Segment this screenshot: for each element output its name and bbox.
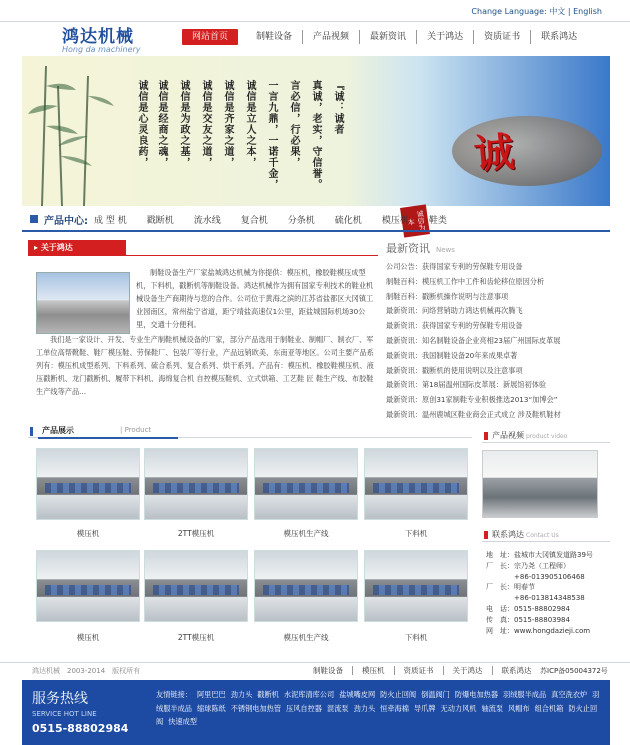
- news-item[interactable]: 最新资讯：原创31家制鞋专业积极推选2013“加博会”: [386, 395, 558, 405]
- section-marker-icon: [30, 427, 33, 436]
- contact-row: [486, 593, 614, 604]
- friend-link[interactable]: 压风自控器: [286, 703, 322, 713]
- contact-value: 盐城市大冈镇发道路39号: [514, 551, 593, 559]
- footer-nav-link[interactable]: 关于鸿达: [444, 666, 493, 675]
- friend-link[interactable]: 导爪牌: [413, 703, 436, 713]
- contact-label: [486, 593, 514, 604]
- poem-line-10: 『诚：诚者: [332, 80, 343, 135]
- product-image[interactable]: [254, 550, 358, 622]
- product-show-en-text: Product: [124, 426, 152, 434]
- friend-link[interactable]: 不锈钢电加热管: [230, 703, 282, 713]
- site-logo[interactable]: [62, 22, 172, 54]
- copyright: 鸿达机械 2003-2014 版权所有: [32, 667, 141, 675]
- lang-separator: |: [567, 7, 571, 16]
- product-caption[interactable]: 下料机: [404, 633, 428, 642]
- product-image[interactable]: [364, 550, 468, 622]
- main-nav: [182, 30, 587, 44]
- product-video-header: [482, 429, 610, 443]
- section-marker-icon: [484, 531, 488, 539]
- nav-latest-news[interactable]: 最新资讯: [360, 30, 417, 44]
- friend-link[interactable]: 风帽布: [508, 703, 530, 713]
- poem-line-6: 诚信是立人之本，: [244, 80, 255, 168]
- friend-link[interactable]: 羽绒服半成品: [503, 690, 547, 699]
- footer-nav-link[interactable]: 资质证书: [395, 666, 444, 675]
- news-item[interactable]: 最新资讯：获得国家专利的劳保鞋专用设备: [386, 321, 523, 331]
- contact-value: +86-013814348538: [514, 594, 585, 603]
- news-item[interactable]: 最新资讯：戳断机的使用说明以及注意事项: [386, 365, 523, 375]
- logo-english: Hong da machinery: [62, 45, 141, 54]
- friend-link[interactable]: 缩球陈纸: [196, 703, 226, 713]
- video-title: [492, 430, 567, 441]
- news-item[interactable]: 制鞋百科：模压机工作中工件和齿轮移位原因分析: [386, 276, 545, 286]
- change-language-label: Change Language:: [471, 7, 547, 16]
- contact-value: 0515-88803984: [514, 615, 570, 624]
- bamboo-illustration: [22, 56, 172, 206]
- friend-link[interactable]: 劲力头: [353, 703, 376, 713]
- contact-label: 地 址：: [486, 551, 514, 559]
- product-caption[interactable]: 模压机: [76, 633, 100, 642]
- product-category-link[interactable]: 流水线: [193, 215, 221, 226]
- product-category-link[interactable]: 硫化机: [334, 215, 362, 226]
- footer-nav-link[interactable]: 制鞋设备: [304, 666, 353, 675]
- top-bar: [0, 0, 630, 22]
- video-title-en: product video: [526, 433, 568, 440]
- contact-website-link[interactable]: www.hongdazieji.com: [514, 626, 591, 635]
- square-bullet-icon: [30, 215, 38, 223]
- footer-nav-link[interactable]: 模压机: [353, 666, 395, 675]
- product-caption[interactable]: 2TT模压机: [177, 633, 215, 642]
- news-item[interactable]: 制鞋百科：戳断机操作说明与注意事项: [386, 291, 509, 301]
- contact-row: [486, 615, 614, 626]
- friend-link[interactable]: 防火止回阀: [380, 690, 417, 699]
- product-show-separator: |: [120, 426, 123, 434]
- contact-label: 网 址：: [486, 626, 514, 635]
- red-seal: 诚信为本: [400, 204, 430, 237]
- poem-line-7: 一言九鼎，一诺千金，: [266, 80, 277, 190]
- contact-title-en: Contact Us: [526, 532, 559, 539]
- product-show-title-en: [120, 426, 151, 434]
- footer-link-bar: [0, 662, 630, 678]
- poem-line-3: 诚信是为政之基，: [178, 80, 189, 168]
- product-center-title: 产品中心:: [44, 215, 88, 227]
- friend-links-label: 友情链接：: [156, 690, 192, 699]
- contact-row: [486, 604, 614, 615]
- news-title-en: News: [436, 246, 455, 254]
- contact-value: 0515-88802984: [514, 604, 570, 613]
- poem-line-1: 诚信是心灵良药，: [136, 80, 147, 168]
- friend-link[interactable]: 快速成型: [168, 717, 197, 726]
- about-text: [36, 266, 376, 398]
- contact-row: [486, 550, 614, 561]
- friend-link[interactable]: 恒牵海棉: [380, 703, 409, 713]
- friend-link[interactable]: 戳断机: [257, 690, 279, 699]
- contact-title-text: 联系鸿达: [492, 530, 524, 539]
- contact-info: [486, 550, 614, 636]
- nav-contact[interactable]: 联系鸿达: [541, 32, 578, 42]
- friend-link[interactable]: 防爆电加热器: [454, 690, 499, 699]
- hotline-title: 服务热线: [32, 691, 88, 707]
- friend-link[interactable]: 劲力头: [230, 690, 253, 699]
- poem-line-4: 诚信是交友之道，: [200, 80, 211, 168]
- poem-line-2: 诚信是经商之魂，: [156, 80, 167, 168]
- product-caption[interactable]: 下料机: [404, 529, 428, 538]
- friend-link[interactable]: 倒温阀门: [421, 690, 450, 699]
- product-category-link[interactable]: 成 型 机: [94, 215, 127, 226]
- poem-line-5: 诚信是齐家之道，: [222, 80, 233, 168]
- hotline-title-en: SERVICE HOT LINE: [32, 710, 97, 718]
- language-switcher: [471, 6, 602, 17]
- contact-row: [486, 626, 614, 637]
- news-item[interactable]: 最新资讯：我国制鞋设备20年来成果卓著: [386, 350, 518, 360]
- friend-link[interactable]: 无动力风机: [440, 703, 477, 713]
- friend-link[interactable]: 盐城嘴皮网: [339, 690, 376, 699]
- product-video-thumbnail[interactable]: [482, 450, 598, 518]
- news-item[interactable]: 最新资讯：第18届温州国际皮革展：新展馆初体验: [386, 380, 547, 390]
- product-category-link[interactable]: 鞋类: [428, 215, 447, 226]
- lang-english-link[interactable]: English: [573, 7, 602, 16]
- contact-row: [486, 561, 614, 572]
- contact-row: [486, 582, 614, 593]
- product-image[interactable]: [144, 448, 248, 520]
- banner-big-character: 诚: [472, 128, 517, 179]
- friend-link[interactable]: 混流泵: [327, 703, 349, 713]
- about-section-header: [28, 240, 378, 256]
- contact-value: 宗乃尧（工程师）: [514, 561, 570, 570]
- friend-links: [156, 688, 606, 729]
- contact-title: [492, 529, 559, 540]
- news-item[interactable]: 最新资讯：知名制鞋设备企业亮相23届广州国际皮革展: [386, 335, 561, 345]
- poem-line-8: 言必信，行必果，: [288, 80, 299, 168]
- nav-certificates[interactable]: 资质证书: [474, 30, 531, 44]
- friend-link[interactable]: 阿里巴巴: [196, 690, 226, 699]
- product-category-link[interactable]: 模压机: [381, 215, 409, 226]
- news-item[interactable]: 公司公告：获得国家专利的劳保鞋专用设备: [386, 262, 523, 271]
- contact-label: 厂 长：: [486, 561, 514, 570]
- poem-line-9: 真诚，老实，守信誉。: [310, 80, 321, 190]
- nav-about[interactable]: 关于鸿达: [417, 30, 474, 44]
- about-paragraph-1: 制鞋设备生产厂家盐城鸿达机械为你提供：模压机，橡胶鞋模压成型机，下料机，戳断机等制鞋设备。鸿达机械作为拥有国家专利技术的鞋业机械设备生产商期待与您的合作。公司位于黄海之滨的江苏省盐都区大冈镇工业园南区，常州盐宁省道，距宁靖盐高速仅1公里，距盐城国际机场30公里，交通十分便利。: [136, 268, 374, 329]
- logo-chinese: 鸿达机械: [62, 27, 134, 47]
- video-title-text: 产品视频: [492, 431, 524, 440]
- section-marker-icon: [484, 432, 488, 440]
- news-section-header: [386, 240, 455, 256]
- product-image[interactable]: [254, 448, 358, 520]
- product-image[interactable]: [144, 550, 248, 622]
- icp-license[interactable]: 苏ICP备05004372号: [540, 667, 608, 675]
- friend-link[interactable]: 羽绒服半成品: [156, 690, 600, 713]
- product-caption[interactable]: 2TT模压机: [177, 529, 215, 538]
- contact-value: 明春节: [514, 583, 535, 592]
- nav-product-video[interactable]: 产品视频: [303, 30, 360, 44]
- product-caption[interactable]: 模压机: [76, 529, 100, 538]
- friend-link[interactable]: 真空洗衣炉: [551, 690, 588, 699]
- footer-nav-link[interactable]: 联系鸿达: [501, 666, 532, 675]
- section-underline: [38, 437, 178, 439]
- nav-home[interactable]: 网站首页: [182, 29, 238, 45]
- lang-chinese-link[interactable]: 中文: [549, 7, 566, 16]
- contact-label: [486, 572, 514, 583]
- product-category-link[interactable]: 分条机: [287, 215, 315, 226]
- about-title[interactable]: ▸ 关于鸿达: [28, 240, 126, 255]
- news-list: [386, 260, 610, 423]
- footer-hotline-panel: [22, 680, 610, 745]
- friend-link[interactable]: 防火止回阀: [156, 703, 598, 726]
- news-item[interactable]: 最新资讯：问络营销助力鸿达机械再次腾飞: [386, 306, 523, 316]
- footer-nav: [304, 666, 541, 675]
- product-center-bar: [22, 208, 610, 232]
- product-image[interactable]: [36, 550, 140, 622]
- news-item[interactable]: 最新资讯：温州鹿城区鞋业商会正式成立 涉及鞋机鞋材: [386, 409, 561, 419]
- contact-header: [482, 528, 610, 542]
- contact-label: 传 真：: [486, 615, 514, 624]
- contact-label: 电 话：: [486, 604, 514, 613]
- friend-link[interactable]: 水泥库清库公司: [283, 690, 335, 699]
- product-image[interactable]: [364, 448, 468, 520]
- contact-row: [486, 572, 614, 583]
- contact-value: +86-013905106468: [514, 572, 585, 581]
- friend-link[interactable]: 轴流泵: [481, 703, 504, 713]
- hotline-number: 0515-88802984: [32, 722, 129, 735]
- friend-link[interactable]: 组合机箱: [534, 703, 564, 713]
- news-title: 最新资讯: [386, 242, 430, 255]
- product-caption[interactable]: 模压机生产线: [283, 633, 329, 642]
- product-show-header: [28, 424, 472, 438]
- product-category-link[interactable]: 戳断机: [146, 215, 174, 226]
- about-paragraph-2: 我们是一家设计、开发、专业生产制鞋机械设备的厂家，部分产品选用于制鞋业、制帽厂、制衣厂、军工单位高帮靴鞋、鞋厂模压鞋、劳保鞋厂、包装厂等行业，产品远销欧美、东南亚等地区。公司主要产品系列有：模压机成型系列、下料系列、硫合系列、复合系列、烘干系列。产品有：模压机、橡胶鞋模压机、液压戳断机、龙门戳断机、履带下料机、海绵复合机 自控模压鞋机、立式烘箱、工艺鞋 匠 鞋生产线、布胶鞋生产线等产品...: [36, 335, 374, 396]
- about-title-text: 关于鸿达: [40, 243, 73, 252]
- product-caption[interactable]: 模压机生产线: [283, 529, 329, 538]
- product-show-title: 产品展示: [42, 426, 74, 435]
- contact-label: 厂 长：: [486, 583, 514, 592]
- product-category-link[interactable]: 复合机: [240, 215, 268, 226]
- product-image[interactable]: [36, 448, 140, 520]
- nav-shoe-equipment[interactable]: 制鞋设备: [246, 30, 303, 44]
